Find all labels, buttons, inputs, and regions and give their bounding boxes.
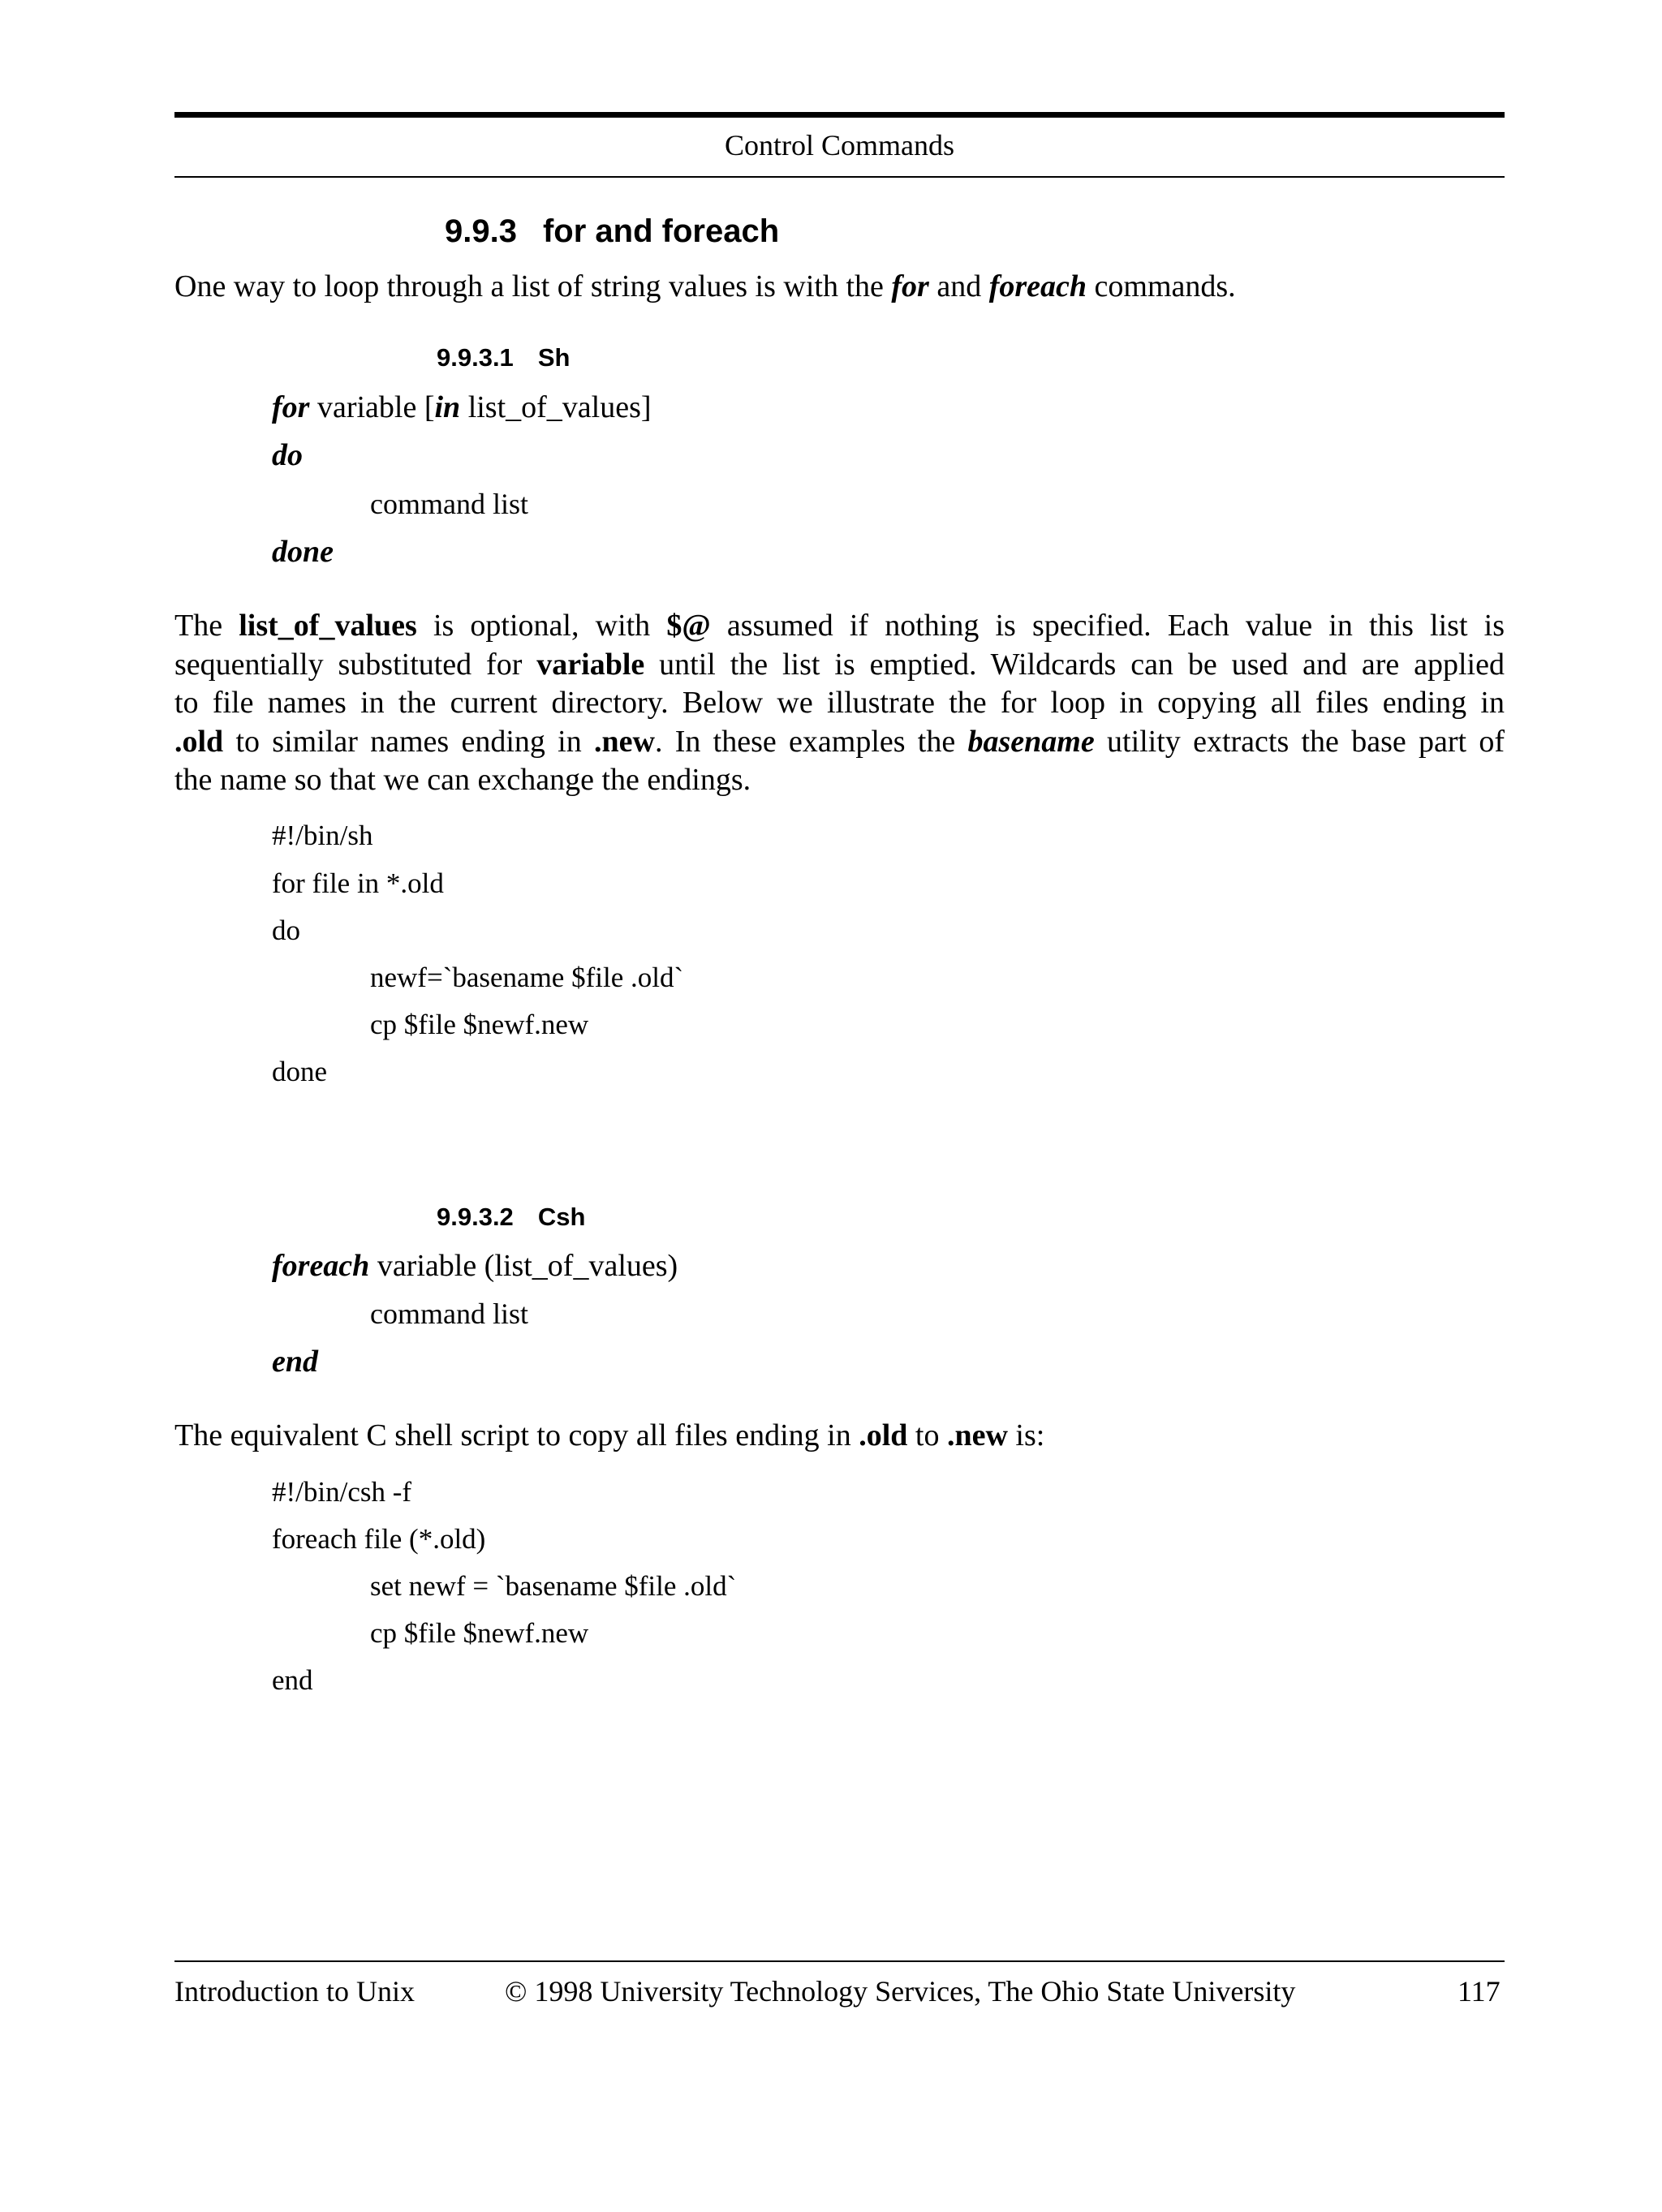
sh-paragraph-line-1: The list_of_values is optional, with $@ assumed if nothing is specified. Each value in this list is xyxy=(174,609,1505,643)
section-heading xyxy=(445,212,779,251)
running-head: Control Commands xyxy=(724,129,954,161)
sh-do-keyword: do xyxy=(272,438,303,472)
intro-text-3: commands. xyxy=(1087,269,1236,303)
footer-page-number: 117 xyxy=(1457,1975,1501,2008)
footer-rule xyxy=(174,1960,1505,1962)
footer-left-title: Introduction to Unix xyxy=(174,1975,415,2008)
csh-variable-text: variable (list_of_values) xyxy=(369,1249,678,1283)
footer-copyright: © 1998 University Technology Services, The Ohio State University xyxy=(505,1975,1296,2008)
csh-new-ext-term: .new xyxy=(946,1418,1008,1452)
csh-old-ext-term: .old xyxy=(859,1418,908,1452)
header-rule-thin xyxy=(174,176,1505,178)
section-title: for and foreach xyxy=(542,213,780,249)
csh-command-list: command list xyxy=(370,1298,528,1330)
csh-code-line: foreach file (*.old) xyxy=(272,1523,486,1555)
sh-paragraph-line-3: to file names in the current directory. Below we illustrate the for loop in copying all files ending in xyxy=(174,686,1505,720)
csh-end-keyword: end xyxy=(272,1345,318,1379)
new-ext-term: .new xyxy=(594,724,655,759)
sh-paragraph-line-2: sequentially substituted for variable until the list is emptied. Wildcards can be used and are applied xyxy=(174,647,1505,682)
sh-list-text: list_of_values] xyxy=(460,390,652,424)
sh-paragraph xyxy=(174,607,1505,800)
sh-syntax-for-line xyxy=(272,389,652,426)
old-ext-term: .old xyxy=(174,724,224,759)
sh-done-keyword: done xyxy=(272,535,334,569)
sh-paragraph-line-4: .old to similar names ending in .new. In these examples the basename utility extracts the base part of xyxy=(174,724,1505,759)
csh-code-line: end xyxy=(272,1664,313,1696)
csh-title: Csh xyxy=(537,1203,586,1231)
csh-syntax-foreach-line xyxy=(272,1247,678,1285)
csh-paragraph: The equivalent C shell script to copy all files ending in .old to .new is: xyxy=(174,1418,1045,1452)
csh-number: 9.9.3.2 xyxy=(437,1203,514,1231)
sh-for-keyword: for xyxy=(272,390,310,424)
sh-subheading xyxy=(437,342,570,373)
header-rule-thick xyxy=(174,112,1505,118)
dollar-at-term: $@ xyxy=(666,609,711,643)
section-intro xyxy=(174,268,1236,305)
intro-foreach-keyword: foreach xyxy=(988,269,1087,303)
sh-title: Sh xyxy=(537,343,571,372)
sh-code-line: do xyxy=(272,914,300,946)
sh-code-line: for file in *.old xyxy=(272,867,444,899)
sh-paragraph-line-5: the name so that we can exchange the endings. xyxy=(174,763,751,797)
sh-command-list: command list xyxy=(370,488,528,520)
sh-code-line: #!/bin/sh xyxy=(272,820,373,851)
csh-code-line: #!/bin/csh -f xyxy=(272,1476,412,1508)
intro-text-1: One way to loop through a list of string values is with the xyxy=(174,269,892,303)
list-of-values-term: list_of_values xyxy=(239,609,417,643)
sh-in-keyword: in xyxy=(434,390,461,424)
sh-code-line: done xyxy=(272,1056,328,1087)
csh-code-line: set newf = `basename $file .old` xyxy=(370,1570,737,1602)
variable-term: variable xyxy=(536,647,645,682)
csh-code-line: cp $file $newf.new xyxy=(370,1617,589,1649)
sh-code-line: newf=`basename $file .old` xyxy=(370,962,684,993)
csh-foreach-keyword: foreach xyxy=(272,1249,370,1283)
sh-code-line: cp $file $newf.new xyxy=(370,1009,589,1040)
section-number: 9.9.3 xyxy=(445,213,517,249)
csh-subheading xyxy=(437,1202,585,1233)
intro-text-2: and xyxy=(928,269,989,303)
intro-for-keyword: for xyxy=(891,269,929,303)
basename-term: basename xyxy=(967,724,1095,759)
sh-number: 9.9.3.1 xyxy=(437,343,514,372)
sh-variable-text: variable [ xyxy=(309,390,435,424)
